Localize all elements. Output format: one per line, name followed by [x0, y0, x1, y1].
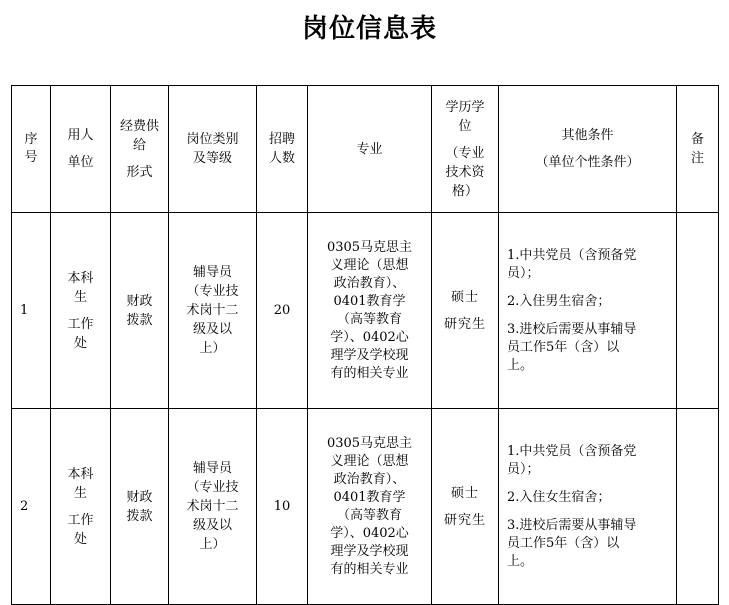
header-count [257, 86, 308, 213]
header-funding-line3: 形式 [126, 164, 153, 180]
condition-line: 上。 [507, 357, 534, 373]
funding-line: 财政 [126, 489, 153, 505]
unit-line: 本科 [67, 466, 94, 482]
cell-count: 10 [257, 409, 308, 605]
major-line: 0305马克思主 [326, 435, 413, 451]
table-row [12, 409, 719, 605]
cell-category [169, 409, 257, 605]
header-count-line2: 人数 [268, 151, 295, 166]
cell-seq: 2 [12, 409, 51, 605]
cell-major [308, 409, 432, 605]
cell-category [169, 213, 257, 409]
condition-line: 1.中共党员（含预备党 [507, 247, 637, 263]
position-info-table [11, 85, 719, 605]
cell-seq: 1 [12, 213, 51, 409]
condition-item [507, 489, 670, 507]
category-line: 辅导员 [192, 461, 232, 476]
cell-funding [111, 409, 169, 605]
cell-other-conditions [499, 213, 677, 409]
major-line: 有的相关专业 [330, 365, 409, 381]
condition-line: 2.入住女生宿舍； [507, 489, 611, 505]
unit-line: 处 [73, 531, 87, 547]
major-line: 义理论（思想 [330, 453, 409, 469]
cell-unit [51, 409, 111, 605]
major-line: 0401教育学 [333, 489, 406, 505]
condition-line: 上。 [507, 553, 534, 569]
condition-line: 员）； [507, 461, 540, 477]
condition-line: 3.进校后需要从事辅导 [507, 517, 637, 533]
header-unit [51, 86, 111, 213]
unit-line: 生 [73, 485, 87, 501]
header-remark [677, 86, 719, 213]
category-line: 上） [199, 537, 226, 552]
category-line: 术岗十二 [186, 499, 239, 514]
header-edu-line3: （专业 [445, 145, 485, 161]
category-line: 上） [199, 341, 226, 356]
major-line: 政治教育）、 [333, 275, 406, 291]
cell-remark [677, 409, 719, 605]
category-line: （专业技 [186, 480, 239, 495]
major-line: 0401教育学 [333, 293, 406, 309]
cell-education [432, 409, 499, 605]
major-line: 学）、0402心 [330, 525, 409, 541]
header-category [169, 86, 257, 213]
education-line: 研究生 [443, 512, 486, 528]
category-line: 级及以 [192, 322, 232, 337]
header-funding-line2: 给 [132, 137, 146, 153]
condition-item [507, 293, 670, 311]
unit-line: 处 [73, 335, 87, 351]
header-other-line2: （单位个性条件） [535, 155, 640, 170]
condition-line: 2.入住男生宿舍； [507, 293, 611, 309]
education-line: 硕士 [450, 485, 479, 501]
page-title: 岗位信息表 [301, 14, 437, 44]
header-category-line2: 及等级 [192, 151, 232, 166]
category-line: 术岗十二 [186, 303, 239, 318]
header-unit-line1: 用人 [67, 128, 94, 143]
education-line: 研究生 [443, 316, 486, 332]
header-category-line1: 岗位类别 [186, 132, 239, 147]
cell-other-conditions [499, 409, 677, 605]
header-education [432, 86, 499, 213]
unit-line: 生 [73, 289, 87, 305]
condition-item [507, 321, 670, 375]
major-line: 政治教育）、 [333, 471, 406, 487]
unit-line: 工作 [67, 512, 94, 528]
cell-major [308, 213, 432, 409]
condition-line: 员工作5年（含）以 [507, 535, 620, 551]
major-line: 0305马克思主 [326, 239, 413, 255]
condition-line: 1.中共党员（含预备党 [507, 443, 637, 459]
cell-education [432, 213, 499, 409]
category-line: 辅导员 [192, 265, 232, 280]
cell-unit [51, 213, 111, 409]
funding-line: 拨款 [126, 508, 153, 524]
cell-count: 20 [257, 213, 308, 409]
header-edu-line4: 技术资 [445, 164, 485, 180]
header-other-conditions [499, 86, 677, 213]
funding-line: 财政 [126, 293, 153, 309]
header-remark-line1: 备 [690, 132, 704, 147]
header-edu-line5: 格） [451, 183, 478, 199]
education-line: 硕士 [450, 289, 479, 305]
header-edu-line2: 位 [458, 118, 472, 134]
major-line: （高等教育 [336, 507, 402, 523]
major-line: （高等教育 [336, 311, 402, 327]
condition-line: 员）； [507, 265, 540, 281]
condition-item [507, 247, 670, 283]
cell-remark [677, 213, 719, 409]
unit-line: 工作 [67, 316, 94, 332]
header-count-line1: 招聘 [268, 132, 295, 147]
major-line: 义理论（思想 [330, 257, 409, 273]
condition-item [507, 443, 670, 479]
header-row [12, 86, 719, 213]
condition-item [507, 517, 670, 571]
header-seq [12, 86, 51, 213]
header-funding [111, 86, 169, 213]
condition-line: 员工作5年（含）以 [507, 339, 620, 355]
table-row [12, 213, 719, 409]
major-line: 有的相关专业 [330, 561, 409, 577]
header-major [308, 86, 432, 213]
header-other-line1: 其他条件 [561, 128, 614, 143]
cell-funding [111, 213, 169, 409]
category-line: （专业技 [186, 284, 239, 299]
major-line: 学）、0402心 [330, 329, 409, 345]
header-major-text: 专业 [356, 141, 383, 157]
condition-line: 3.进校后需要从事辅导 [507, 321, 637, 337]
major-line: 理学及学校现 [330, 347, 409, 363]
funding-line: 拨款 [126, 312, 153, 328]
header-unit-line2: 单位 [67, 155, 94, 170]
category-line: 级及以 [192, 518, 232, 533]
header-seq-text: 序号 [24, 132, 38, 165]
unit-line: 本科 [67, 270, 94, 286]
header-edu-line1: 学历学 [445, 99, 485, 115]
header-remark-line2: 注 [690, 151, 704, 166]
major-line: 理学及学校现 [330, 543, 409, 559]
header-funding-line1: 经费供 [119, 118, 159, 134]
